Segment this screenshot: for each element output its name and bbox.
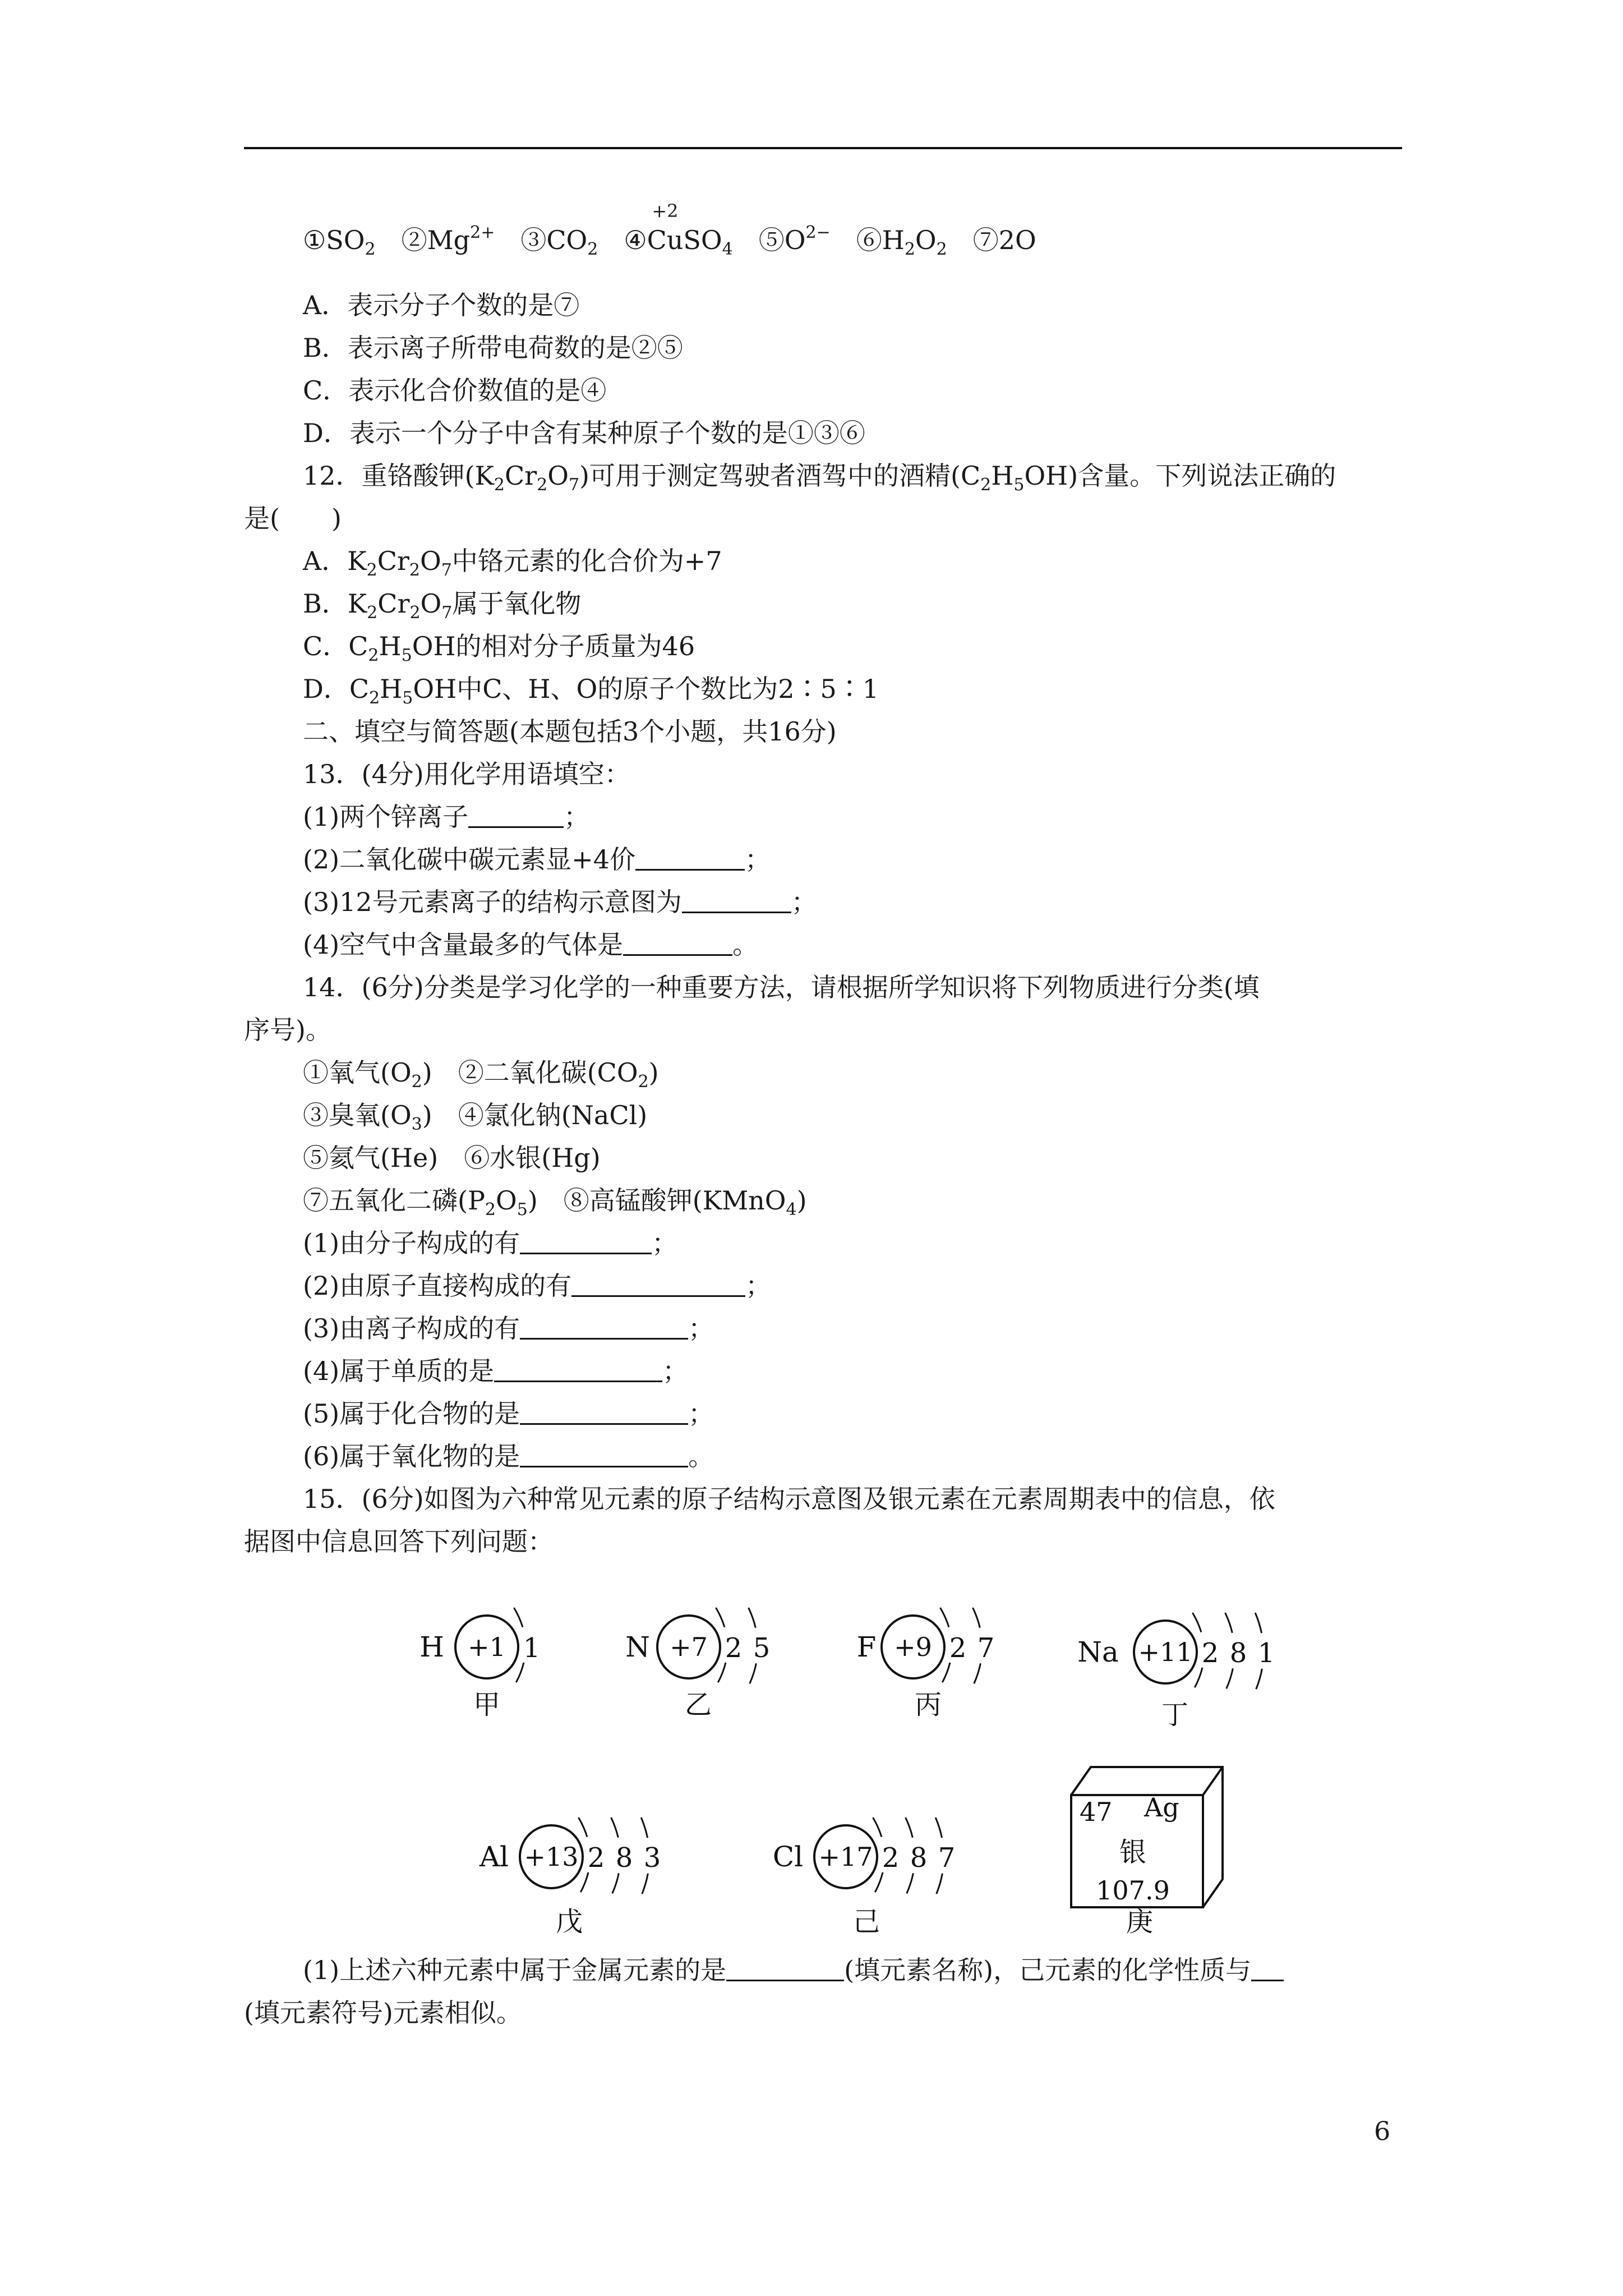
q12-option-b: B．$K_2Cr_2O_7$属于氧化物 xyxy=(303,588,582,623)
q14-stem: 14．(6分)分类是学习化学的一种重要方法，请根据所学知识将下列物质进行分类(填 xyxy=(303,972,1260,1002)
nuclear-charge: +17 xyxy=(818,1842,873,1872)
q14-substances-3: ⑤氦气(He) ⑥水银(Hg) xyxy=(303,1143,601,1173)
q13-part-3: (3)12号元素离子的结构示意图为 ； xyxy=(303,887,817,917)
electron-count: 2 xyxy=(587,1842,605,1874)
q14-part-6: (6)属于氧化物的是 。 xyxy=(303,1441,714,1471)
nuclear-charge: +7 xyxy=(670,1632,708,1662)
electron-count: 2 xyxy=(1201,1637,1219,1669)
nuclear-charge: +13 xyxy=(524,1842,579,1872)
atomic-number: 47 xyxy=(1080,1797,1113,1827)
electron-count: 8 xyxy=(615,1842,633,1874)
answer-blank[interactable] xyxy=(726,1957,844,1981)
q15-stem-cont: 据图中信息回答下列问题： xyxy=(244,1526,554,1557)
q13-part-1: (1)两个锌离子 ； xyxy=(303,802,590,832)
page-number: 6 xyxy=(1374,2116,1391,2146)
q11-option-d: D．表示一个分子中含有某种原子个数的是①③⑥ xyxy=(303,418,865,448)
element-card-name: 银 xyxy=(1119,1837,1147,1868)
q11-items: $①SO_2$ $②Mg^{2+}$ $③CO_2$ +2 ④CuSO$_4$ $⑤O^{2-}$ $⑥H_2O_2$ ⑦2O xyxy=(303,200,1036,259)
q14-stem-cont: 序号)。 xyxy=(244,1015,331,1045)
diagram-label: 己 xyxy=(852,1906,880,1938)
element-card-edge xyxy=(1203,1767,1223,1795)
electron-count: 7 xyxy=(977,1632,995,1664)
electron-count: 1 xyxy=(523,1632,541,1664)
q15-part-1: (1)上述六种元素中属于金属元素的是 (填元素名称)，己元素的化学性质与 xyxy=(303,1954,1284,1986)
cuso4-valence: +2 ④CuSO$_4$ xyxy=(624,200,733,259)
diagram-label: 庚 xyxy=(1126,1906,1154,1938)
diagram-label: 丁 xyxy=(1161,1699,1189,1731)
q11-option-a: A．表示分子个数的是⑦ xyxy=(303,290,580,320)
q14-part-2: (2)由原子直接构成的有 ； xyxy=(303,1271,772,1301)
q12-stem: 12．重铬酸钾$(K_2Cr_2O_7)$可用于测定驾驶者酒驾中的酒精$(C_2H_5OH)$含量。下列说法正确的 xyxy=(303,461,1336,495)
element-symbol: Al xyxy=(479,1841,509,1873)
electron-count: 2 xyxy=(882,1842,900,1874)
q15-part-1-cont: (填元素符号)元素相似。 xyxy=(244,1998,522,2028)
diagram-label: 丙 xyxy=(914,1689,942,1720)
q11-option-c: C．表示化合价数值的是④ xyxy=(303,375,607,406)
electron-count: 2 xyxy=(725,1632,743,1664)
q14-part-4: (4)属于单质的是 ； xyxy=(303,1356,689,1386)
electron-count: 5 xyxy=(753,1632,771,1664)
diagram-label: 甲 xyxy=(473,1689,501,1720)
q14-part-5: (5)属于化合物的是 ； xyxy=(303,1398,714,1429)
q12-option-a: A．$K_2Cr_2O_7$中铬元素的化合价为+7 xyxy=(303,546,722,580)
electron-count: 8 xyxy=(1229,1637,1247,1669)
q11-option-b: B．表示离子所带电荷数的是②⑤ xyxy=(303,333,683,363)
q13-stem: 13．(4分)用化学用语填空： xyxy=(303,759,630,789)
diagram-label: 戊 xyxy=(555,1906,583,1938)
q15-stem: 15．(6分)如图为六种常见元素的原子结构示意图及银元素在元素周期表中的信息，依 xyxy=(303,1484,1275,1514)
element-symbol: Na xyxy=(1077,1636,1119,1668)
q14-substances-2: ③臭氧$(O_3)$ ④氯化钠(NaCl) xyxy=(303,1100,648,1134)
element-symbol: F xyxy=(856,1631,877,1663)
q12-option-d: D．$C_2H_5OH$中C、H、O的原子个数比为2∶5∶1 xyxy=(303,674,879,708)
q13-part-2: (2)二氧化碳中碳元素显+4价 ； xyxy=(303,844,771,875)
diagram-label: 乙 xyxy=(684,1689,712,1720)
electron-count: 8 xyxy=(910,1842,928,1874)
electron-count: 3 xyxy=(643,1842,661,1874)
electron-count: 1 xyxy=(1257,1637,1275,1669)
q12-option-c: C．$C_2H_5OH$的相对分子质量为46 xyxy=(303,631,695,665)
q14-substances-4: ⑦五氧化二磷$(P_2O_5)$ ⑧高锰酸钾(KMnO$_4$) xyxy=(303,1185,807,1220)
element-card-symbol: Ag xyxy=(1144,1792,1179,1823)
q12-stem-cont: 是( ) xyxy=(244,503,342,533)
element-symbol: H xyxy=(419,1631,444,1663)
element-symbol: N xyxy=(625,1631,650,1663)
q13-part-4: (4)空气中含量最多的气体是 。 xyxy=(303,930,759,960)
q14-substances-1: ①氧气$(O_2)$ ②二氧化碳$(CO_2)$ xyxy=(303,1057,659,1092)
section-2-heading: 二、填空与简答题(本题包括3个小题，共16分) xyxy=(303,716,837,747)
nuclear-charge: +9 xyxy=(894,1632,932,1662)
element-symbol: Cl xyxy=(772,1841,804,1873)
electron-count: 2 xyxy=(949,1632,967,1664)
nuclear-charge: +1 xyxy=(468,1632,506,1662)
q14-part-3: (3)由离子构成的有 ； xyxy=(303,1313,714,1343)
q14-part-1: (1)由分子构成的有 ； xyxy=(303,1228,678,1258)
atomic-mass: 107.9 xyxy=(1096,1875,1170,1906)
answer-blank[interactable] xyxy=(1251,1957,1284,1981)
nuclear-charge: +11 xyxy=(1138,1637,1193,1667)
electron-count: 7 xyxy=(938,1842,956,1874)
